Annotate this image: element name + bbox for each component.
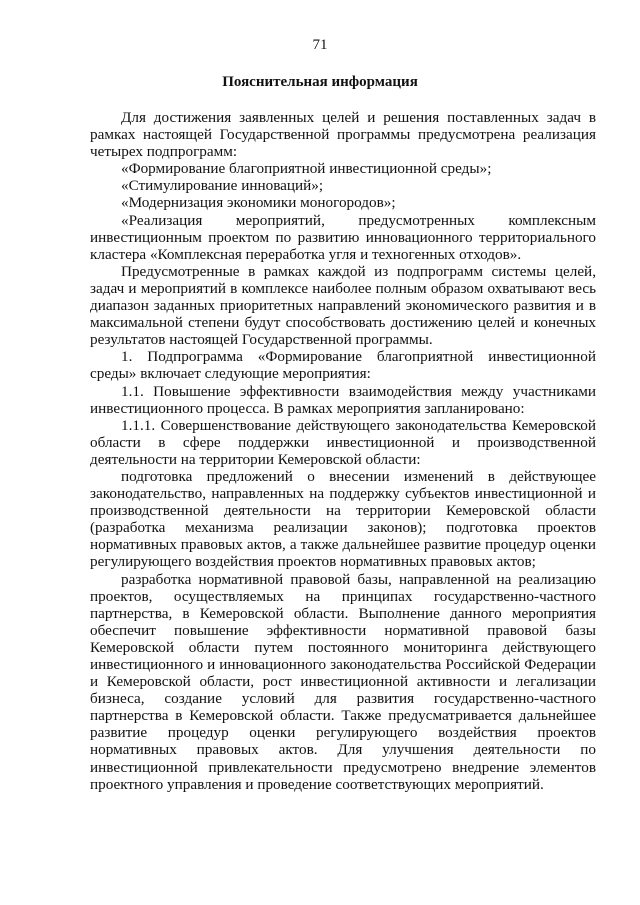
paragraph: «Модернизация экономики моногородов»;	[121, 194, 396, 212]
paragraph: «Формирование благоприятной инвестиционной среды»;	[121, 160, 492, 178]
paragraph: 1.1.1. Совершенствование действующего законодательства Кемеровской области в сфере поддержки инвестиционной и производственной деятельности на территории Кемеровской области:	[90, 416, 596, 468]
paragraph: подготовка предложений о внесении изменений в действующее законодательство, направленных на поддержку субъектов инвестиционной и производственной деятельности на территории Кемеровской области (разработка механизма реализации законов); подготовка проектов нормативных правовых актов, а также дальнейшее развитие процедур оценки регулирующего воздействия проектов нормативных правовых актов;	[90, 467, 596, 571]
section-heading: Пояснительная информация	[222, 74, 418, 90]
paragraph: разработка нормативной правовой базы, направленной на реализацию проектов, осуществляемых на принципах государственно-частного партнерства, в Кемеровской области. Выполнение данного мероприятия обеспечит повышение эффективности нормативной правовой базы Кемеровской области путем постоянного мониторинга действующего инвестиционного и инновационного законодательства Российской Федерации и Кемеровской области, рост инвестиционной активности и легализации бизнеса, создание условий для развития государственно-частного партнерства в Кемеровской области. Также предусматривается дальнейшее развитие процедур оценки регулирующего воздействия проектов нормативных правовых актов. Для улучшения деятельности по инвестиционной привлекательности предусмотрено внедрение элементов проектного управления и проведение соответствующих мероприятий.	[90, 570, 596, 793]
page-number: 71	[312, 37, 328, 53]
paragraph: 1. Подпрограмма «Формирование благоприятной инвестиционной среды» включает следующие мероприятия:	[90, 348, 596, 383]
paragraph: 1.1. Повышение эффективности взаимодействия между участниками инвестиционного процесса. В рамках мероприятия запланировано:	[90, 382, 596, 417]
paragraph: «Стимулирование инноваций»;	[121, 177, 324, 195]
paragraph: «Реализация мероприятий, предусмотренных комплексным инвестиционным проектом по развитию инновационного территориального кластера «Комплексная переработка угля и техногенных отходов».	[90, 211, 596, 263]
body-text	[90, 109, 596, 793]
paragraph: Предусмотренные в рамках каждой из подпрограмм системы целей, задач и мероприятий в комплексе наиболее полным образом охватывают весь диапазон заданных приоритетных направлений экономического развития и в максимальной степени будут способствовать достижению целей и конечных результатов настоящей Государственной программы.	[90, 262, 596, 349]
paragraph: Для достижения заявленных целей и решения поставленных задач в рамках настоящей Государственной программы предусмотрена реализация четырех подпрограмм:	[90, 109, 596, 161]
